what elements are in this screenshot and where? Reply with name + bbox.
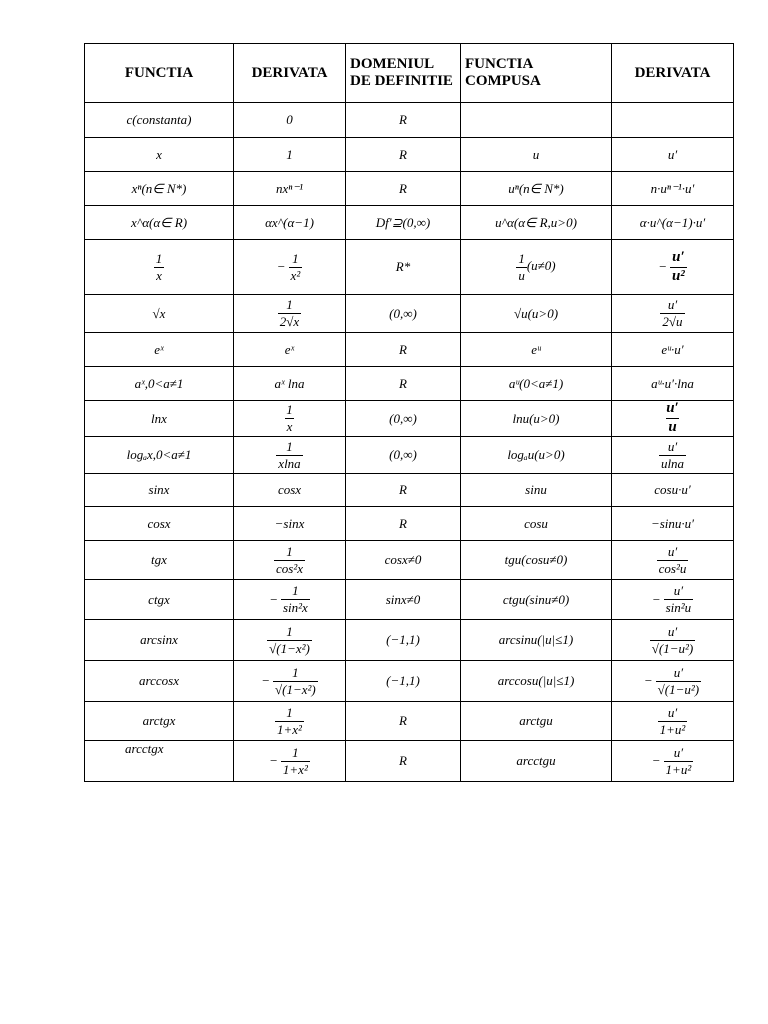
denominator: sin²x [282,600,308,615]
domain-cell [346,206,461,240]
condition: (u≠0) [526,257,556,273]
numerator: u′ [673,583,684,599]
denominator: sin²u [665,600,692,615]
derivative-cell [234,172,346,206]
composite-function-cell [461,437,612,474]
cell-text: xⁿ(n∈ N*) [131,180,187,196]
domain-cell [346,702,461,741]
composite-function-cell [461,741,612,782]
function-cell [85,240,234,295]
fraction [154,252,165,282]
composite-function-cell [461,138,612,172]
minus-sign: − [269,753,278,768]
composite-function-cell [461,702,612,741]
derivative-cell [234,367,346,401]
composite-derivative-cell [612,507,734,541]
header-derivata: DERIVATA [234,44,346,103]
domain-cell [346,474,461,507]
numerator: u′ [667,623,678,639]
fraction [289,252,303,282]
numerator: u′ [667,297,678,313]
cell-text: nxⁿ⁻¹ [275,180,304,196]
composite-function-cell [461,333,612,367]
function-cell [85,661,234,702]
numerator: 1 [292,744,299,760]
function-cell [85,295,234,333]
cell-text: R [399,180,407,196]
fraction [281,746,310,776]
domain-cell [346,295,461,333]
cell-text: −sinu·u′ [650,515,695,531]
function-cell [85,437,234,474]
cell-text: R* [395,259,411,274]
fraction [664,584,694,614]
composite-function-cell [461,474,612,507]
derivative-cell [234,661,346,702]
cell-text: c(constanta) [126,112,192,127]
composite-function-cell [461,206,612,240]
cell-text: lnx [151,410,167,426]
composite-derivative-cell [612,172,734,206]
cell-text: tgu(cosu≠0) [504,552,568,567]
numerator: 1 [286,623,293,639]
domain-cell [346,172,461,206]
cell-text: R [399,753,407,768]
cell-text: aᵘ·u′·lna [651,375,694,391]
cell-text: (0,∞) [389,447,417,462]
composite-function-cell [461,367,612,401]
cell-text: u [532,146,540,162]
cell-text: 0 [286,112,293,127]
header-functia-compusa: FUNCTIA COMPUSA [461,44,612,103]
cell-text: logₐu(u>0) [507,447,565,462]
cell-text: x^α(α∈ R) [130,214,188,230]
function-cell [85,333,234,367]
derivative-cell [234,333,346,367]
function-cell [85,206,234,240]
cell-text: R [399,341,407,357]
denominator: 2√x [279,314,300,329]
cell-text: arccosx [139,673,179,688]
cell-text: (−1,1) [386,632,420,647]
cell-text: sinx≠0 [385,591,421,607]
composite-function-cell [461,103,612,138]
derivative-cell [234,507,346,541]
derivative-cell [234,401,346,437]
domain-cell [346,580,461,620]
fraction [267,625,312,655]
function-cell [85,103,234,138]
derivative-cell [234,240,346,295]
composite-derivative-cell [612,741,734,782]
function-cell [85,580,234,620]
table-row [85,661,734,702]
cell-text: arcctgx [125,741,164,756]
derivative-cell [234,541,346,580]
cell-text: √u(u>0) [513,305,559,321]
composite-function-cell [461,620,612,661]
function-cell [85,741,234,782]
derivative-cell [234,437,346,474]
derivative-cell [234,702,346,741]
table-row [85,240,734,295]
domain-cell [346,661,461,702]
fraction [281,584,310,614]
function-cell [85,702,234,741]
numerator: u′ [667,438,678,454]
cell-text: tgx [151,552,167,567]
composite-derivative-cell [612,333,734,367]
cell-text: lnu(u>0) [512,410,560,426]
denominator: 1+x² [282,761,308,777]
cell-text: ctgx [148,591,170,607]
fraction [273,666,318,696]
table-row [85,367,734,401]
fraction [670,250,687,285]
denominator: √(1−x²) [269,640,310,656]
denominator: cos²x [276,560,303,576]
function-cell [85,474,234,507]
numerator: 1 [292,250,299,266]
table-row [85,206,734,240]
table-row [85,437,734,474]
header-row [85,44,734,103]
denominator: √(1−u²) [651,640,694,656]
composite-derivative-cell [612,138,734,172]
cell-text: (−1,1) [386,673,420,688]
denominator: u [518,267,525,283]
fraction [275,706,304,736]
numerator: u′ [673,664,684,680]
cell-text: eˣ [154,341,164,357]
cell-text: arcctgu [516,753,556,768]
table-row [85,333,734,367]
denominator: ulna [660,455,685,471]
cell-text: R [399,482,407,497]
composite-function-cell [461,580,612,620]
cell-text: cosu [524,515,548,531]
denominator: √(1−u²) [657,681,700,697]
derivative-cell [234,206,346,240]
table-row [85,295,734,333]
denominator: √(1−x²) [275,681,316,697]
cell-text: R [399,515,407,531]
composite-derivative-cell [612,620,734,661]
fraction [274,545,305,575]
numerator: 1 [286,704,293,720]
cell-text: u^α(α∈ R,u>0) [495,214,577,230]
composite-derivative-cell [612,103,734,138]
numerator: 1 [292,664,299,680]
cell-text: αx^(α−1) [265,214,314,230]
cell-text: 1 [286,146,293,162]
derivative-cell [234,741,346,782]
composite-derivative-cell [612,702,734,741]
minus-sign: − [658,259,667,274]
header-derivata-compusa: DERIVATA [612,44,734,103]
numerator: u′ [666,400,679,417]
numerator: u′ [667,704,678,720]
cell-text: eᵘ [531,341,541,357]
cell-text: α·u^(α−1)·u′ [639,214,706,230]
fraction [276,440,302,470]
function-cell [85,541,234,580]
table-row [85,741,734,782]
cell-text: aᵘ(0<a≠1) [508,375,564,391]
domain-cell [346,138,461,172]
table-row [85,507,734,541]
denominator: x [286,419,293,434]
fraction [278,298,301,328]
header-functia: FUNCTIA [85,44,234,103]
table-row [85,103,734,138]
composite-derivative-cell [612,206,734,240]
derivative-cell [234,620,346,661]
composite-function-cell [461,541,612,580]
numerator: 1 [286,402,293,418]
cell-text: R [399,375,407,391]
domain-cell [346,240,461,295]
table-row [85,474,734,507]
cell-text: cosx [277,482,302,497]
numerator: u′ [667,543,678,559]
composite-derivative-cell [612,474,734,507]
composite-derivative-cell [612,661,734,702]
cell-text: cosx [147,515,171,531]
denominator: u [668,419,677,435]
composite-function-cell [461,172,612,206]
composite-derivative-cell [612,240,734,295]
denominator: 1+x² [277,721,302,737]
denominator: x [156,267,162,283]
cell-text: sinx [148,482,170,497]
domain-cell [346,507,461,541]
cell-text: √x [152,305,166,321]
composite-derivative-cell [612,367,734,401]
cell-text: aˣ,0<a≠1 [134,375,184,391]
derivative-cell [234,103,346,138]
fraction [664,746,694,776]
function-cell [85,138,234,172]
table-row [85,172,734,206]
function-cell [85,367,234,401]
composite-function-cell [461,240,612,295]
table-row [85,541,734,580]
composite-function-cell [461,295,612,333]
minus-sign: − [651,591,661,607]
cell-text: cosu·u′ [654,482,691,497]
cell-text: u′ [667,146,678,162]
table-row [85,702,734,741]
composite-derivative-cell [612,541,734,580]
minus-sign: − [269,591,278,607]
domain-cell [346,437,461,474]
fraction [516,252,527,282]
numerator: 1 [518,250,525,266]
denominator: x² [290,267,301,283]
function-cell [85,172,234,206]
cell-text: R [399,112,407,127]
table-row [85,620,734,661]
denominator: 1+u² [659,721,686,737]
fraction [658,706,688,736]
minus-sign: − [261,673,271,688]
table-row [85,138,734,172]
function-cell [85,507,234,541]
derivative-cell [234,474,346,507]
domain-cell [346,401,461,437]
function-cell [85,401,234,437]
cell-text: eˣ [284,341,295,357]
cell-text: n·uⁿ⁻¹·u′ [650,180,695,196]
function-cell [85,620,234,661]
domain-cell [346,103,461,138]
denominator: cos²u [658,560,687,576]
numerator: 1 [292,583,299,599]
fraction [657,545,689,575]
cell-text: arccosu(|u|≤1) [497,673,575,688]
cell-text: logₐx,0<a≠1 [126,447,192,462]
cell-text: arctgx [142,713,176,728]
denominator: u² [671,267,685,284]
composite-derivative-cell [612,401,734,437]
derivative-cell [234,580,346,620]
cell-text: uⁿ(n∈ N*) [508,180,564,196]
minus-sign: − [643,673,653,688]
fraction [656,666,701,696]
cell-text: x [156,146,162,162]
cell-text: aˣ lna [274,375,305,391]
minus-sign: − [651,753,661,768]
domain-cell [346,741,461,782]
composite-derivative-cell [612,580,734,620]
domain-cell [346,367,461,401]
cell-text: sinu [525,482,547,497]
denominator: 1+u² [665,761,692,777]
table-row [85,580,734,620]
composite-function-cell [461,507,612,541]
numerator: 1 [286,297,293,313]
denominator: 2√u [662,314,683,329]
cell-text: (0,∞) [389,305,417,321]
cell-text: R [399,146,407,162]
numerator: 1 [286,543,293,559]
fraction [659,440,686,470]
derivative-cell [234,295,346,333]
domain-cell [346,541,461,580]
fraction [284,403,295,433]
cell-text: eᵘ·u′ [661,341,684,357]
cell-text: ctgu(sinu≠0) [502,591,570,607]
fraction [660,298,684,328]
cell-text: arctgu [519,713,553,728]
cell-text: R [399,713,407,728]
domain-cell [346,620,461,661]
derivatives-table [84,43,734,782]
minus-sign: − [276,259,286,274]
cell-text: Df′⊇(0,∞) [375,214,431,230]
numerator: u′ [672,248,685,265]
table-row [85,401,734,437]
composite-function-cell [461,401,612,437]
composite-derivative-cell [612,295,734,333]
fraction [664,401,681,436]
cell-text: arcsinx [140,632,178,647]
cell-text: (0,∞) [389,410,417,426]
cell-text: arcsinu(|u|≤1) [498,632,574,647]
composite-function-cell [461,661,612,702]
composite-derivative-cell [612,437,734,474]
numerator: u′ [673,744,684,760]
numerator: 1 [155,250,163,266]
header-domeniul: DOMENIUL DE DEFINITIE [346,44,461,103]
fraction [650,625,695,655]
denominator: xlna [278,455,301,471]
numerator: 1 [286,438,293,454]
derivative-cell [234,138,346,172]
cell-text: cosx≠0 [384,552,422,567]
domain-cell [346,333,461,367]
cell-text: −sinx [274,515,305,531]
